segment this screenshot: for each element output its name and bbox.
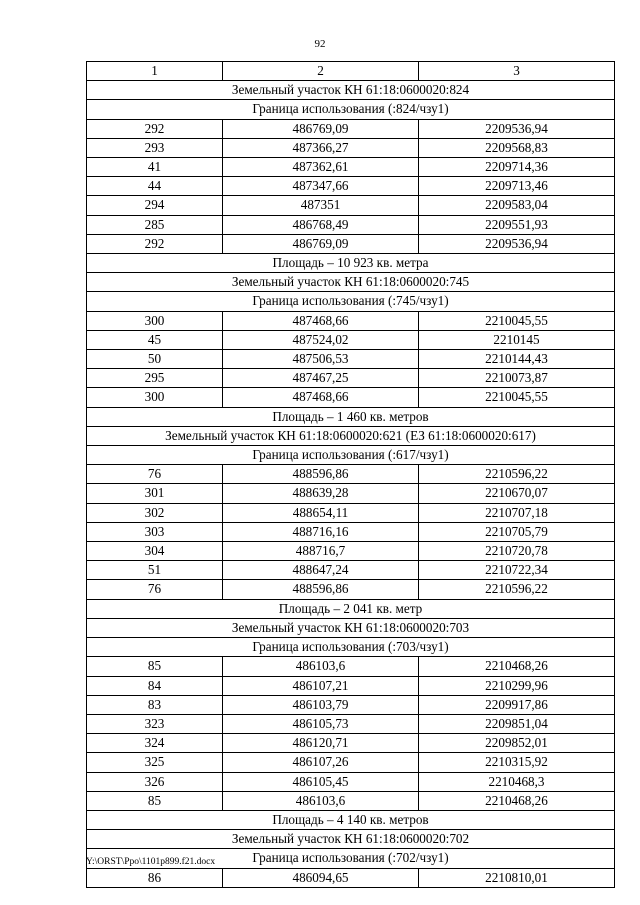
table-row bbox=[87, 542, 615, 561]
table-row bbox=[87, 503, 615, 522]
section-row bbox=[87, 407, 615, 426]
x-coordinate-cell: 486103,6 bbox=[223, 791, 419, 810]
section-label: Граница использования (:824/чзу1) bbox=[87, 100, 615, 119]
x-coordinate-cell: 486769,09 bbox=[223, 119, 419, 138]
section-label: Земельный участок КН 61:18:0600020:621 (ЕЗ 61:18:0600020:617) bbox=[87, 426, 615, 445]
x-coordinate-cell: 486769,09 bbox=[223, 234, 419, 253]
x-coordinate-cell: 487351 bbox=[223, 196, 419, 215]
x-coordinate-cell: 486103,6 bbox=[223, 657, 419, 676]
x-coordinate-cell: 486105,45 bbox=[223, 772, 419, 791]
y-coordinate-cell: 2209917,86 bbox=[419, 695, 615, 714]
section-label: Земельный участок КН 61:18:0600020:703 bbox=[87, 618, 615, 637]
y-coordinate-cell: 2210707,18 bbox=[419, 503, 615, 522]
table-row bbox=[87, 734, 615, 753]
y-coordinate-cell: 2210468,26 bbox=[419, 657, 615, 676]
point-number-cell: 51 bbox=[87, 561, 223, 580]
section-label: Земельный участок КН 61:18:0600020:702 bbox=[87, 830, 615, 849]
table-row bbox=[87, 330, 615, 349]
point-number-cell: 86 bbox=[87, 868, 223, 887]
x-coordinate-cell: 488596,86 bbox=[223, 465, 419, 484]
table-row bbox=[87, 138, 615, 157]
x-coordinate-cell: 487347,66 bbox=[223, 177, 419, 196]
section-row bbox=[87, 426, 615, 445]
x-coordinate-cell: 488716,16 bbox=[223, 522, 419, 541]
point-number-cell: 50 bbox=[87, 350, 223, 369]
y-coordinate-cell: 2209583,04 bbox=[419, 196, 615, 215]
section-row bbox=[87, 618, 615, 637]
table-row bbox=[87, 158, 615, 177]
y-coordinate-cell: 2210299,96 bbox=[419, 676, 615, 695]
y-coordinate-cell: 2210596,22 bbox=[419, 465, 615, 484]
table-row bbox=[87, 657, 615, 676]
x-coordinate-cell: 487362,61 bbox=[223, 158, 419, 177]
section-row bbox=[87, 446, 615, 465]
x-coordinate-cell: 487468,66 bbox=[223, 388, 419, 407]
point-number-cell: 300 bbox=[87, 388, 223, 407]
y-coordinate-cell: 2209713,46 bbox=[419, 177, 615, 196]
point-number-cell: 303 bbox=[87, 522, 223, 541]
section-label: Граница использования (:617/чзу1) bbox=[87, 446, 615, 465]
x-coordinate-cell: 487366,27 bbox=[223, 138, 419, 157]
y-coordinate-cell: 2210810,01 bbox=[419, 868, 615, 887]
section-label: Земельный участок КН 61:18:0600020:824 bbox=[87, 81, 615, 100]
x-coordinate-cell: 486094,65 bbox=[223, 868, 419, 887]
coordinates-table bbox=[86, 61, 615, 888]
y-coordinate-cell: 2210468,3 bbox=[419, 772, 615, 791]
section-label: Земельный участок КН 61:18:0600020:745 bbox=[87, 273, 615, 292]
table-row bbox=[87, 714, 615, 733]
header-cell-1: 1 bbox=[87, 62, 223, 81]
table-row bbox=[87, 676, 615, 695]
header-cell-2: 2 bbox=[223, 62, 419, 81]
section-label: Граница использования (:745/чзу1) bbox=[87, 292, 615, 311]
table-row bbox=[87, 234, 615, 253]
point-number-cell: 85 bbox=[87, 657, 223, 676]
table-row bbox=[87, 215, 615, 234]
file-path-footer: Y:\ORST\Ppo\1101p899.f21.docx bbox=[86, 857, 216, 867]
section-row bbox=[87, 638, 615, 657]
table-row bbox=[87, 350, 615, 369]
x-coordinate-cell: 488596,86 bbox=[223, 580, 419, 599]
header-cell-3: 3 bbox=[419, 62, 615, 81]
point-number-cell: 300 bbox=[87, 311, 223, 330]
table-row bbox=[87, 753, 615, 772]
table-row bbox=[87, 119, 615, 138]
x-coordinate-cell: 488647,24 bbox=[223, 561, 419, 580]
y-coordinate-cell: 2210720,78 bbox=[419, 542, 615, 561]
point-number-cell: 44 bbox=[87, 177, 223, 196]
section-label: Площадь – 10 923 кв. метра bbox=[87, 254, 615, 273]
y-coordinate-cell: 2209568,83 bbox=[419, 138, 615, 157]
section-label: Граница использования (:702/чзу1) bbox=[87, 849, 615, 868]
y-coordinate-cell: 2209852,01 bbox=[419, 734, 615, 753]
point-number-cell: 83 bbox=[87, 695, 223, 714]
table-row bbox=[87, 177, 615, 196]
point-number-cell: 293 bbox=[87, 138, 223, 157]
y-coordinate-cell: 2209551,93 bbox=[419, 215, 615, 234]
point-number-cell: 301 bbox=[87, 484, 223, 503]
table-row bbox=[87, 465, 615, 484]
table-body bbox=[87, 62, 615, 888]
y-coordinate-cell: 2210315,92 bbox=[419, 753, 615, 772]
y-coordinate-cell: 2210073,87 bbox=[419, 369, 615, 388]
section-row bbox=[87, 273, 615, 292]
table-row bbox=[87, 311, 615, 330]
point-number-cell: 325 bbox=[87, 753, 223, 772]
table-row bbox=[87, 868, 615, 887]
x-coordinate-cell: 487506,53 bbox=[223, 350, 419, 369]
section-row bbox=[87, 830, 615, 849]
point-number-cell: 323 bbox=[87, 714, 223, 733]
x-coordinate-cell: 488639,28 bbox=[223, 484, 419, 503]
section-label: Граница использования (:703/чзу1) bbox=[87, 638, 615, 657]
y-coordinate-cell: 2209536,94 bbox=[419, 119, 615, 138]
x-coordinate-cell: 486768,49 bbox=[223, 215, 419, 234]
point-number-cell: 292 bbox=[87, 119, 223, 138]
point-number-cell: 302 bbox=[87, 503, 223, 522]
section-row bbox=[87, 100, 615, 119]
point-number-cell: 84 bbox=[87, 676, 223, 695]
table-row bbox=[87, 791, 615, 810]
point-number-cell: 41 bbox=[87, 158, 223, 177]
table-row bbox=[87, 388, 615, 407]
table-row bbox=[87, 561, 615, 580]
section-row bbox=[87, 810, 615, 829]
point-number-cell: 326 bbox=[87, 772, 223, 791]
section-row bbox=[87, 599, 615, 618]
point-number-cell: 292 bbox=[87, 234, 223, 253]
section-label: Площадь – 2 041 кв. метр bbox=[87, 599, 615, 618]
table-row bbox=[87, 772, 615, 791]
point-number-cell: 85 bbox=[87, 791, 223, 810]
point-number-cell: 285 bbox=[87, 215, 223, 234]
y-coordinate-cell: 2210045,55 bbox=[419, 311, 615, 330]
x-coordinate-cell: 488716,7 bbox=[223, 542, 419, 561]
y-coordinate-cell: 2209536,94 bbox=[419, 234, 615, 253]
page-number: 92 bbox=[314, 38, 326, 50]
point-number-cell: 295 bbox=[87, 369, 223, 388]
x-coordinate-cell: 487467,25 bbox=[223, 369, 419, 388]
x-coordinate-cell: 486120,71 bbox=[223, 734, 419, 753]
x-coordinate-cell: 486103,79 bbox=[223, 695, 419, 714]
point-number-cell: 76 bbox=[87, 580, 223, 599]
y-coordinate-cell: 2210705,79 bbox=[419, 522, 615, 541]
x-coordinate-cell: 488654,11 bbox=[223, 503, 419, 522]
table-row bbox=[87, 522, 615, 541]
y-coordinate-cell: 2210670,07 bbox=[419, 484, 615, 503]
section-label: Площадь – 1 460 кв. метров bbox=[87, 407, 615, 426]
section-row bbox=[87, 81, 615, 100]
y-coordinate-cell: 2209714,36 bbox=[419, 158, 615, 177]
point-number-cell: 76 bbox=[87, 465, 223, 484]
x-coordinate-cell: 486107,26 bbox=[223, 753, 419, 772]
section-row bbox=[87, 254, 615, 273]
section-row bbox=[87, 292, 615, 311]
y-coordinate-cell: 2210722,34 bbox=[419, 561, 615, 580]
x-coordinate-cell: 487468,66 bbox=[223, 311, 419, 330]
table-row bbox=[87, 695, 615, 714]
x-coordinate-cell: 487524,02 bbox=[223, 330, 419, 349]
table-row bbox=[87, 369, 615, 388]
table-row bbox=[87, 580, 615, 599]
y-coordinate-cell: 2209851,04 bbox=[419, 714, 615, 733]
y-coordinate-cell: 2210045,55 bbox=[419, 388, 615, 407]
y-coordinate-cell: 2210145 bbox=[419, 330, 615, 349]
y-coordinate-cell: 2210596,22 bbox=[419, 580, 615, 599]
point-number-cell: 45 bbox=[87, 330, 223, 349]
point-number-cell: 304 bbox=[87, 542, 223, 561]
point-number-cell: 324 bbox=[87, 734, 223, 753]
y-coordinate-cell: 2210468,26 bbox=[419, 791, 615, 810]
x-coordinate-cell: 486107,21 bbox=[223, 676, 419, 695]
y-coordinate-cell: 2210144,43 bbox=[419, 350, 615, 369]
table-row bbox=[87, 484, 615, 503]
header-row bbox=[87, 62, 615, 81]
x-coordinate-cell: 486105,73 bbox=[223, 714, 419, 733]
point-number-cell: 294 bbox=[87, 196, 223, 215]
section-label: Площадь – 4 140 кв. метров bbox=[87, 810, 615, 829]
table-row bbox=[87, 196, 615, 215]
